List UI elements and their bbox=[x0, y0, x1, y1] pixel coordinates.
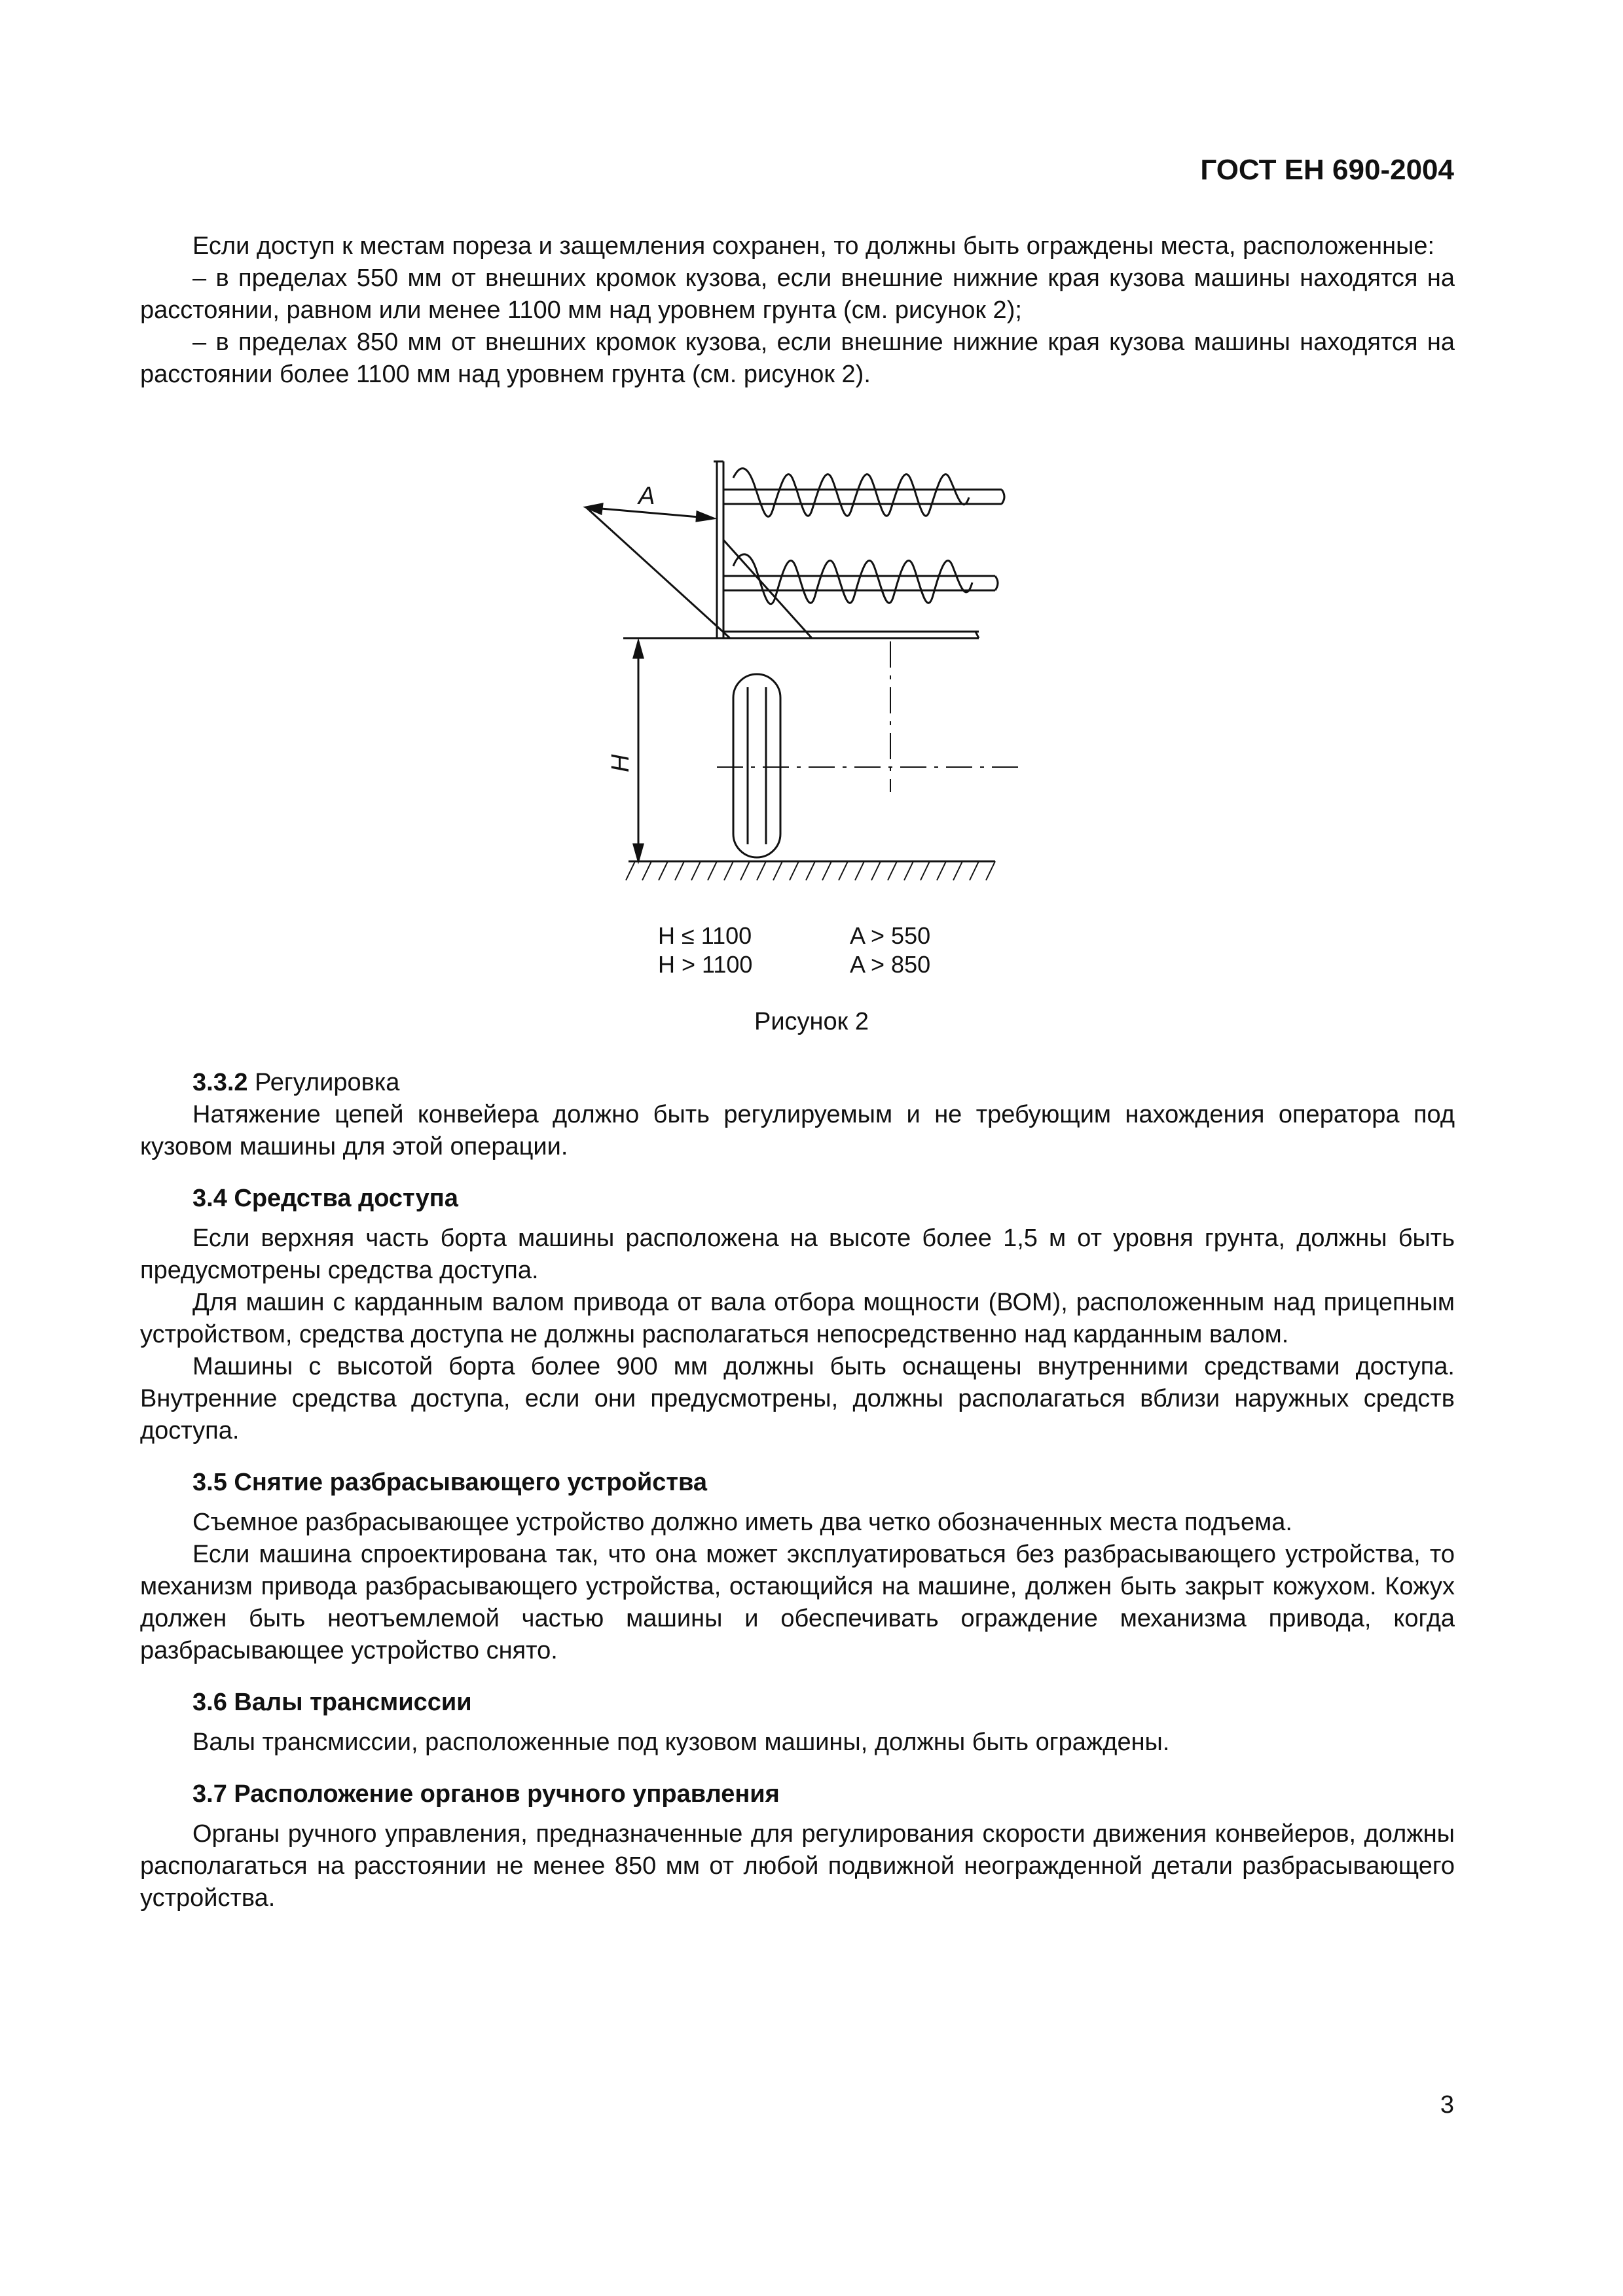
section-3-3-2-number: 3.3.2 bbox=[192, 1069, 248, 1096]
intro-block bbox=[140, 230, 1455, 391]
ground-hatching bbox=[626, 861, 995, 880]
section-3-6-paragraph: Валы трансмиссии, расположенные под кузовом машины, должны быть ограждены. bbox=[192, 1729, 1170, 1756]
section-3-7-heading: 3.7 Расположение органов ручного управления bbox=[192, 1780, 780, 1808]
legend-a-column bbox=[850, 922, 930, 979]
intro-list-item-550: – в пределах 550 мм от внешних кромок кузова, если внешние нижние края кузова машины находятся на расстоянии, равном или менее 1100 мм над уровнем грунта (см. рисунок 2); bbox=[140, 264, 1455, 324]
legend-a-gt-850: A > 850 bbox=[850, 951, 931, 978]
wheel bbox=[733, 674, 780, 857]
section-3-5-heading: 3.5 Снятие разбрасывающего устройства bbox=[192, 1469, 707, 1496]
figure-2-diagram bbox=[576, 452, 1021, 897]
section-3-5-paragraph-2: Если машина спроектирована так, что она может эксплуатироваться без разбрасывающего устройства, то механизм привода разбрасывающего устройства, остающийся на машине, должен быть закрыт кожухом. Кожух должен быть неотъемлемой частью машины и обеспечивать ограждение механизма привода, когда разбрасывающее устройство снято. bbox=[140, 1541, 1455, 1664]
reach-line bbox=[586, 507, 730, 638]
legend-h-column bbox=[658, 922, 752, 979]
figure-caption: Рисунок 2 bbox=[754, 1008, 869, 1035]
page-number: 3 bbox=[1440, 2091, 1454, 2119]
legend-h-gt-1100: H > 1100 bbox=[658, 951, 753, 978]
legend-a-gt-550: A > 550 bbox=[850, 922, 931, 949]
section-3-4-paragraph-2: Для машин с карданным валом привода от вала отбора мощности (ВОМ), расположенным над прицепным устройством, средства доступа не должны располагаться непосредственно над карданным валом. bbox=[140, 1289, 1455, 1348]
intro-paragraph: Если доступ к местам пореза и защемления сохранен, то должны быть ограждены места, расположенные: bbox=[192, 232, 1435, 260]
legend-h-le-1100: H ≤ 1100 bbox=[658, 922, 752, 949]
label-h: H bbox=[607, 754, 634, 772]
label-a: A bbox=[638, 482, 655, 510]
section-3-6-heading: 3.6 Валы трансмиссии bbox=[192, 1689, 472, 1716]
section-3-3-2-title: Регулировка bbox=[247, 1069, 400, 1096]
section-3-3-2-heading bbox=[140, 1067, 1455, 1099]
document-id-header: ГОСТ ЕН 690-2004 bbox=[1200, 154, 1454, 186]
section-3-7-paragraph: Органы ручного управления, предназначенные для регулирования скорости движения конвейеров, должны располагаться на расстоянии не менее 850 мм от любой подвижной неогражденной детали разбрасывающего устройства. bbox=[140, 1820, 1455, 1912]
intro-list-item-850: – в пределах 850 мм от внешних кромок кузова, если внешние нижние края кузова машины находятся на расстоянии более 1100 мм над уровнем грунта (см. рисунок 2). bbox=[140, 329, 1455, 388]
lower-auger-flights bbox=[733, 554, 972, 604]
upper-auger-flights bbox=[733, 469, 969, 517]
section-3-4-paragraph-3: Машины с высотой борта более 900 мм должны быть оснащены внутренними средствами доступа. Внутренние средства доступа, если они предусмотрены, должны располагаться вблизи наружных средств доступа. bbox=[140, 1353, 1455, 1444]
section-3-5-paragraph-1: Съемное разбрасывающее устройство должно иметь два четко обозначенных места подъема. bbox=[192, 1509, 1292, 1536]
section-3-4-paragraph-1: Если верхняя часть борта машины расположена на высоте более 1,5 м от уровня грунта, должны быть предусмотрены средства доступа. bbox=[140, 1225, 1455, 1284]
section-3-4-heading: 3.4 Средства доступа bbox=[192, 1185, 458, 1212]
section-3-3-2-paragraph: Натяжение цепей конвейера должно быть регулируемым и не требующим нахождения оператора под кузовом машины для этой операции. bbox=[140, 1101, 1455, 1160]
sections-block bbox=[140, 1067, 1455, 1914]
